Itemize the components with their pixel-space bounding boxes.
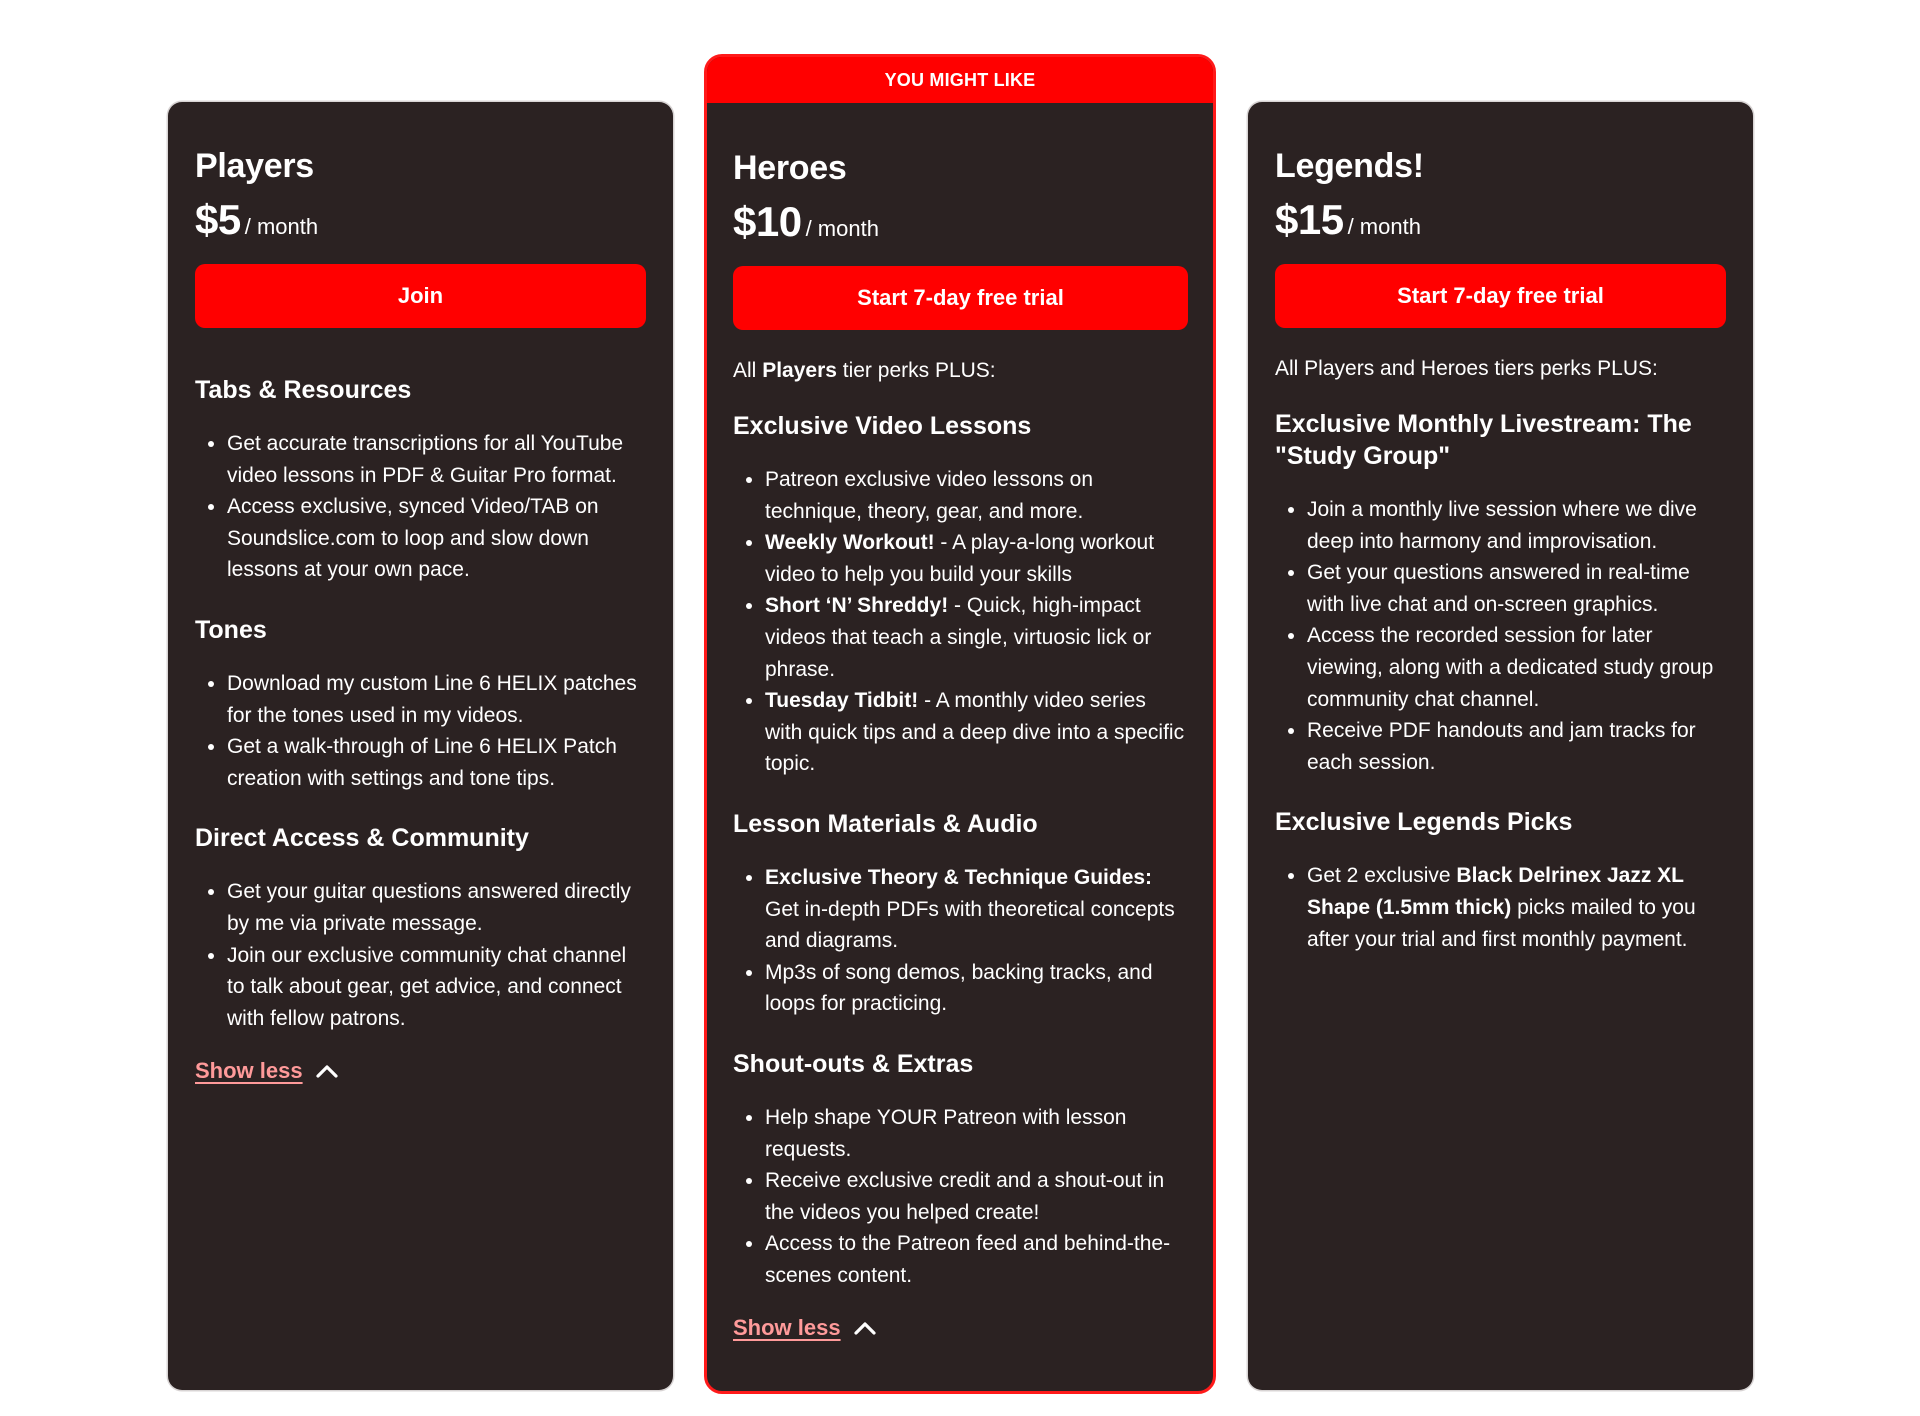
- perk-text: Get in-depth PDFs with theoretical concepts and diagrams.: [765, 897, 1175, 953]
- section-title: Exclusive Video Lessons: [733, 412, 1032, 440]
- perk-list: [733, 464, 1188, 780]
- start-trial-button[interactable]: Start 7-day free trial: [1275, 264, 1726, 328]
- tier-price: $15: [1275, 196, 1344, 243]
- perk-list: [1275, 860, 1726, 955]
- perk-bold: Short ‘N’ Shreddy!: [765, 594, 949, 618]
- tier-card-heroes: [704, 54, 1216, 1394]
- price-row: [195, 196, 646, 244]
- perk-item: [1307, 557, 1726, 620]
- perk-item: [1307, 715, 1726, 778]
- perk-item: [765, 590, 1188, 685]
- section-title: Exclusive Monthly Livestream: The "Study Group": [1275, 410, 1692, 470]
- perk-item: • Get accurate transcriptions for all YouTube video lessons in PDF & Guitar Pro format.: [227, 428, 646, 491]
- perk-bold: Black Delrinex Jazz XL Shape (1.5mm thick): [1307, 864, 1684, 919]
- perk-item: [765, 957, 1188, 1020]
- perk-item: [765, 1102, 1188, 1165]
- tier-intro: [733, 356, 1188, 386]
- perk-text: Receive PDF handouts and jam tracks for each session.: [1307, 719, 1696, 774]
- perk-list: [195, 428, 646, 586]
- section-title: Tabs & Resources: [195, 376, 412, 404]
- perk-text: - Quick, high-impact videos that teach a single, virtuosic lick or phrase.: [765, 594, 1152, 681]
- perk-bold: Tuesday Tidbit!: [765, 689, 919, 713]
- recommended-banner: YOU MIGHT LIKE: [707, 57, 1213, 103]
- perk-item: [765, 464, 1188, 527]
- perk-item: • Access exclusive, synced Video/TAB on Soundslice.com to loop and slow down lessons at your own pace.: [227, 491, 646, 586]
- intro-text: tier perks PLUS:: [836, 359, 996, 382]
- tier-price: $10: [733, 198, 802, 245]
- perk-item: [1307, 494, 1726, 557]
- tier-card-legends: [1248, 102, 1753, 1390]
- perk-list: [1275, 494, 1726, 778]
- price-row: [1275, 196, 1726, 244]
- perk-text: Get your questions answered in real-time with live chat and on-screen graphics.: [1307, 561, 1690, 616]
- price-row: [733, 198, 1188, 246]
- chevron-up-icon: [315, 1063, 339, 1079]
- perk-item: • Get a walk-through of Line 6 HELIX Patch creation with settings and tone tips.: [227, 731, 646, 794]
- perk-text: - A monthly video series with quick tips and a deep dive into a specific topic.: [765, 689, 1185, 776]
- section-title: Tones: [195, 615, 267, 644]
- perk-text: Join a monthly live session where we dive deep into harmony and improvisation.: [1307, 498, 1697, 553]
- section-title: Exclusive Legends Picks: [1275, 808, 1573, 837]
- perk-text: Get 2 exclusive: [1307, 864, 1457, 888]
- tier-name: Legends!: [1275, 147, 1424, 185]
- perk-text: picks mailed to you after your trial and first monthly payment.: [1307, 895, 1696, 951]
- perk-text: Access the recorded session for later viewing, along with a dedicated study group community chat channel.: [1307, 624, 1714, 711]
- perk-item: [765, 862, 1188, 957]
- perk-text: Patreon exclusive video lessons on technique, theory, gear, and more.: [765, 468, 1094, 523]
- start-trial-button[interactable]: Start 7-day free trial: [733, 266, 1188, 330]
- tier-price: $5: [195, 196, 241, 243]
- price-period: / month: [805, 216, 879, 241]
- show-less-link[interactable]: [733, 1315, 877, 1341]
- show-less-link[interactable]: [195, 1058, 339, 1084]
- section-title: Shout-outs & Extras: [733, 1049, 974, 1078]
- perk-list: [195, 668, 646, 794]
- perk-list: [733, 862, 1188, 1020]
- perk-item: [765, 527, 1188, 590]
- section-title: Lesson Materials & Audio: [733, 809, 1038, 838]
- perk-item: • Join our exclusive community chat channel to talk about gear, get advice, and connect with fellow patrons.: [227, 940, 646, 1035]
- show-less-label: Show less: [733, 1315, 841, 1341]
- perk-item: • Get your guitar questions answered directly by me via private message.: [227, 876, 646, 939]
- tier-name: Heroes: [733, 149, 847, 187]
- section-title: Direct Access & Community: [195, 824, 529, 853]
- tier-name: Players: [195, 147, 314, 185]
- price-period: / month: [1347, 214, 1421, 239]
- perk-item: [765, 685, 1188, 780]
- perk-text: Mp3s of song demos, backing tracks, and loops for practicing.: [765, 960, 1153, 1016]
- chevron-up-icon: [853, 1320, 877, 1336]
- intro-text: All: [733, 359, 763, 382]
- perk-item: • Download my custom Line 6 HELIX patches for the tones used in my videos.: [227, 668, 646, 731]
- perk-bold: Exclusive Theory & Technique Guides:: [765, 865, 1153, 889]
- perk-text: Receive exclusive credit and a shout-out in the videos you helped create!: [765, 1169, 1165, 1224]
- tier-card-content: [733, 146, 1188, 1341]
- perk-text: Help shape YOUR Patreon with lesson requests.: [765, 1105, 1127, 1161]
- tier-card-content: [1275, 144, 1726, 955]
- tier-intro: All Players and Heroes tiers perks PLUS:: [1275, 357, 1658, 380]
- join-button[interactable]: Join: [195, 264, 646, 328]
- perk-item: [1307, 860, 1726, 955]
- tier-card-content: [195, 144, 646, 1084]
- perk-item: [765, 1165, 1188, 1228]
- perk-list: [733, 1102, 1188, 1292]
- tier-card-players: [168, 102, 673, 1390]
- perk-item: [1307, 620, 1726, 715]
- price-period: / month: [244, 214, 319, 239]
- intro-bold: Players: [762, 359, 837, 382]
- perk-item: [765, 1228, 1188, 1291]
- show-less-label: Show less: [195, 1058, 303, 1084]
- perk-bold: Weekly Workout!: [765, 531, 935, 555]
- perk-text: - A play-a-long workout video to help you build your skills: [765, 531, 1155, 586]
- perk-text: Access to the Patreon feed and behind-the-scenes content.: [765, 1232, 1171, 1287]
- perk-list: [195, 876, 646, 1034]
